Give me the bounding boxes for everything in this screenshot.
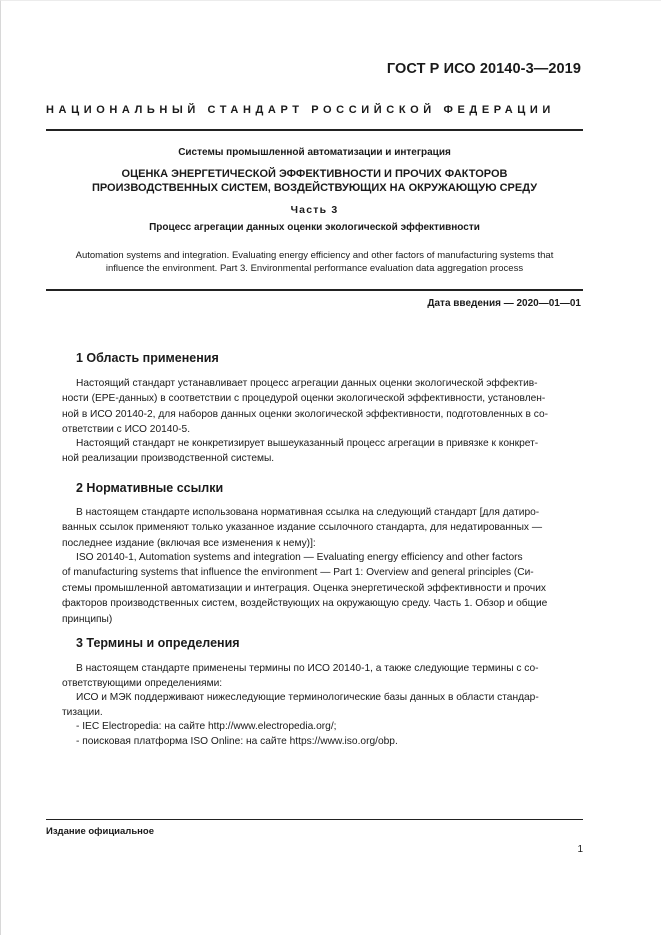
part-subtitle: Процесс агрегации данных оценки экологической эффективности [149,222,480,233]
paragraph-continued [62,565,583,627]
paragraph [62,376,583,391]
standard-title [46,167,583,195]
text-line: - IEC Electropedia: на сайте http://www.electropedia.org/; [76,721,337,732]
official-edition-label: Издание официальное [46,826,154,837]
title-line: ОЦЕНКА ЭНЕРГЕТИЧЕСКОЙ ЭФФЕКТИВНОСТИ И ПРОЧИХ ФАКТОРОВ [121,168,508,180]
text-line: ной в ИСО 20140-2, для наборов данных оценки экологической эффективности, подготовленных в со- [62,408,549,420]
list-item-iso-online [62,734,583,749]
top-rule [46,129,583,131]
title-line: ПРОИЗВОДСТВЕННЫХ СИСТЕМ, ВОЗДЕЙСТВУЮЩИХ НА ОКРУЖАЮЩУЮ СРЕДУ [91,182,538,194]
page-number: 1 [577,844,583,855]
text-line: стемы промышленной автоматизации и интеграция. Оценка энергетической эффективности и прочих [62,582,546,594]
paragraph-continued [62,391,583,437]
text-line: последнее издание (включая все изменения к нему)]: [62,537,316,549]
list-item-electropedia [62,719,583,734]
text-line: ответствующими определениями: [62,678,223,690]
paragraph-continued [62,451,583,466]
national-standard-banner: НАЦИОНАЛЬНЫЙ СТАНДАРТ РОССИЙСКОЙ ФЕДЕРАЦИИ [46,104,555,116]
title-rule [46,289,583,291]
text-line: ной реализации производственной системы. [62,453,275,465]
text-line: В настоящем стандарте применены термины по ИСО 20140-1, а также следующие термины с со- [76,663,539,674]
paragraph [62,550,583,565]
paragraph-continued [62,520,583,551]
footer-rule [46,819,583,820]
paragraph [62,661,583,676]
paragraph [62,690,583,705]
english-title-line: Automation systems and integration. Evaluating energy efficiency and other factors of manufacturing systems that [75,250,554,261]
text-line: ISO 20140-1, Automation systems and integration — Evaluating energy efficiency and other factors [76,552,523,563]
text-line: принципы) [62,613,113,625]
text-line: of manufacturing systems that influence the environment — Part 1: Overview and general principles (Си- [62,567,534,579]
text-line: ванных ссылок применяют только указанное издание ссылочного стандарта, для недатированных — [62,522,543,534]
text-line: ности (ЕРЕ-данных) в соответствии с процедурой оценки экологической эффективности, установлен- [62,393,546,405]
text-line: факторов производственных систем, воздействующих на окружающую среду. Часть 1. Обзор и общие [62,598,548,610]
text-line: ИСО и МЭК поддерживают нижеследующие терминологические базы данных в области стандар- [76,692,539,703]
section-heading-terms: 3 Термины и определения [76,636,240,650]
paragraph [62,505,583,520]
text-line: - поисковая платформа ISO Online: на сайте https://www.iso.org/obp. [76,736,398,747]
text-line: Настоящий стандарт устанавливает процесс агрегации данных оценки экологической эффектив- [76,378,538,389]
paragraph [62,436,583,451]
text-line: В настоящем стандарте использована нормативная ссылка на следующий стандарт [для датиро- [76,507,540,518]
part-label: Часть 3 [290,204,339,216]
text-line: Настоящий стандарт не конкретизирует вышеуказанный процесс агрегации в привязке к конкрет- [76,438,539,449]
text-line: ответствии с ИСО 20140-5. [62,424,191,436]
english-title [46,249,583,275]
standard-series: Системы промышленной автоматизации и интеграция [178,147,451,158]
text-line: тизации. [62,707,103,719]
section-heading-normative-references: 2 Нормативные ссылки [76,481,224,495]
gost-number: ГОСТ Р ИСО 20140-3—2019 [386,61,581,77]
english-title-line: influence the environment. Part 3. Environmental performance evaluation data aggregation process [105,263,524,274]
introduction-date: Дата введения — 2020—01—01 [427,298,581,309]
section-heading-scope: 1 Область применения [76,351,219,365]
